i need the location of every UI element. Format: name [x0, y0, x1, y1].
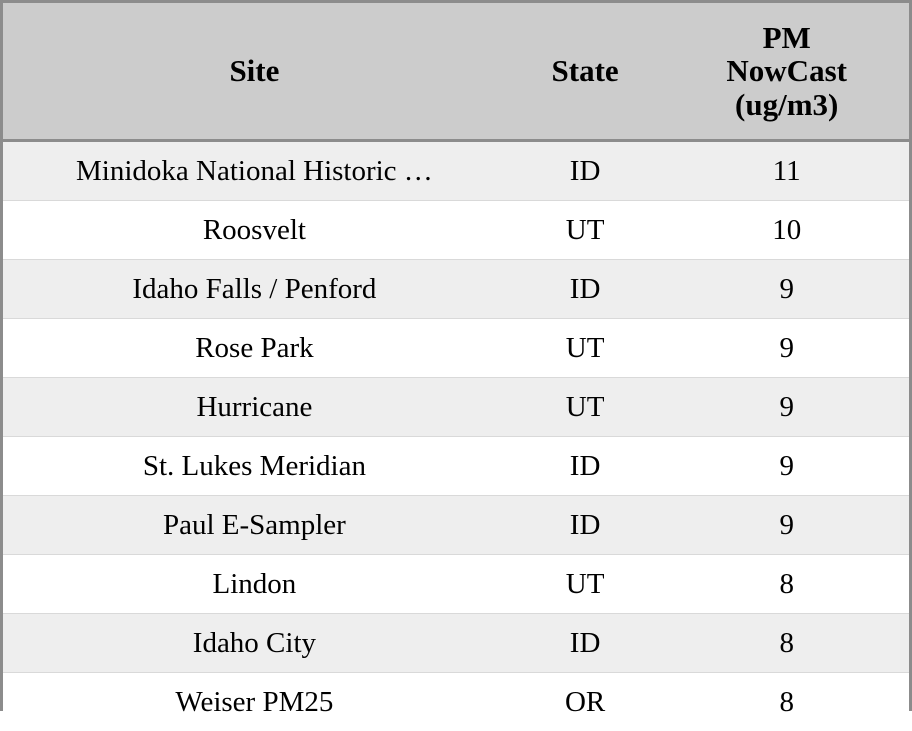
cell-state: UT [506, 201, 665, 260]
cell-pm-nowcast: 11 [664, 141, 909, 201]
cell-site: Roosvelt [3, 201, 506, 260]
table-row [3, 555, 909, 614]
cell-site: Idaho City [3, 614, 506, 673]
cell-site: Hurricane [3, 378, 506, 437]
cell-site: Weiser PM25 [3, 673, 506, 731]
column-header-state: State [506, 3, 665, 141]
table-header [3, 3, 909, 141]
cell-state: UT [506, 378, 665, 437]
air-quality-table [3, 3, 909, 731]
cell-state: ID [506, 614, 665, 673]
table-row [3, 260, 909, 319]
cell-site: St. Lukes Meridian [3, 437, 506, 496]
table-row [3, 673, 909, 731]
cell-state: UT [506, 555, 665, 614]
cell-pm-nowcast: 9 [664, 260, 909, 319]
column-header-pm-nowcast-line-2: NowCast [668, 54, 905, 87]
cell-site: Rose Park [3, 319, 506, 378]
column-header-pm-nowcast-line-3: (ug/m3) [668, 88, 905, 121]
cell-pm-nowcast: 10 [664, 201, 909, 260]
cell-site: Minidoka National Historic … [3, 141, 506, 201]
table-row [3, 496, 909, 555]
table-row [3, 437, 909, 496]
cell-pm-nowcast: 9 [664, 437, 909, 496]
table-row [3, 614, 909, 673]
table-header-row [3, 3, 909, 141]
cell-pm-nowcast: 8 [664, 555, 909, 614]
cell-pm-nowcast: 9 [664, 378, 909, 437]
table-row [3, 201, 909, 260]
table-row [3, 319, 909, 378]
cell-site: Paul E-Sampler [3, 496, 506, 555]
cell-site: Idaho Falls / Penford [3, 260, 506, 319]
table-body [3, 141, 909, 731]
cell-state: ID [506, 496, 665, 555]
column-header-pm-nowcast-line-1: PM [668, 21, 905, 54]
cell-pm-nowcast: 9 [664, 496, 909, 555]
cell-pm-nowcast: 9 [664, 319, 909, 378]
cell-pm-nowcast: 8 [664, 673, 909, 731]
cell-site: Lindon [3, 555, 506, 614]
cell-state: ID [506, 260, 665, 319]
table-row [3, 378, 909, 437]
cell-state: UT [506, 319, 665, 378]
cell-state: ID [506, 437, 665, 496]
table-row [3, 141, 909, 201]
cell-pm-nowcast: 8 [664, 614, 909, 673]
cell-state: ID [506, 141, 665, 201]
column-header-site: Site [3, 3, 506, 141]
column-header-pm-nowcast [664, 3, 909, 141]
cell-state: OR [506, 673, 665, 731]
